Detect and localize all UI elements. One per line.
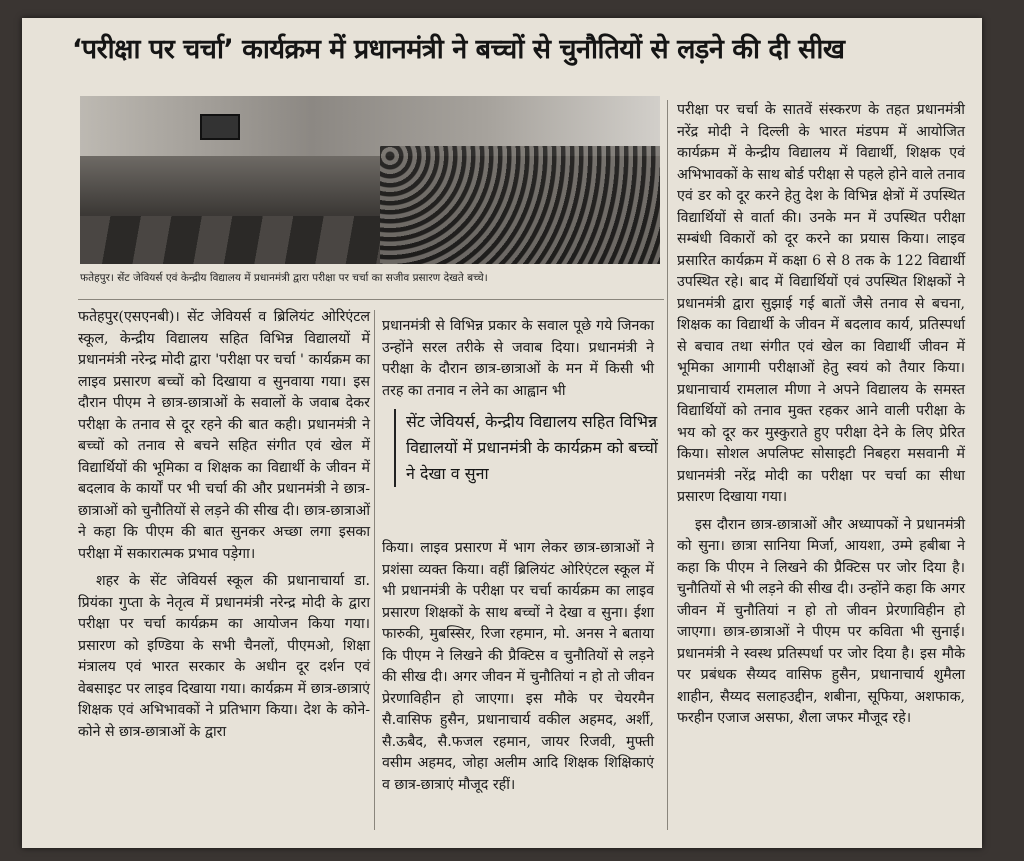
newspaper-clipping bbox=[22, 18, 982, 848]
photo-caption: फतेहपुर। सेंट जेवियर्स एवं केन्द्रीय विद्यालय में प्रधानमंत्री द्वारा परीक्षा पर चर्चा का सजीव प्रसारण देखते बच्चे। bbox=[80, 272, 488, 284]
paragraph: इस दौरान छात्र-छात्राओं और अध्यापकों ने प्रधानमंत्री को सुना। छात्रा सानिया मिर्जा, आयशा, उम्मे हबीबा ने कहा कि पीएम ने लिखने की प्रैक्टिस पर जोर दिया है। चुनौतियों से भी लड़ने की सीख दी। उन्होंने कहा कि अगर जीवन में चुनौतियां न हो तो जीवन प्रेरणाविहीन हो जाएगा। छात्र-छात्राओं ने पीएम पर कविता भी सुनाई। प्रधानमंत्री ने स्वस्थ प्रतिस्पर्धा पर जोर दिया है। इस मौके पर प्रबंधक सैय्यद वासिफ हुसैन, प्रधानाचार्य शुमैला शाहीन, सैय्यद सलाहउद्दीन, शबीना, सूफिया, अशफाक, फरहीन एजाज असफा, शैला जफर मौजूद रहे। bbox=[677, 516, 965, 726]
paragraph: प्रधानमंत्री से विभिन्न प्रकार के सवाल पूछे गये जिनका उन्होंने सरल तरीके से जवाब दिया। प्रधानमंत्री ने परीक्षा के दौरान छात्र-छात्राओं के मन में किसी भी तरह का तनाव न लेने का आह्वान भी bbox=[382, 318, 654, 399]
paragraph: किया। लाइव प्रसारण में भाग लेकर छात्र-छात्राओं ने प्रशंसा व्यक्त किया। वहीं ब्रिलियंट ओरिएंटल स्कूल में भी प्रधानमंत्री के परीक्षा पर चर्चा कार्यक्रम का लाइव प्रसारण शिक्षकों के साथ बच्चों ने देखा व सुना। ईशा फारुकी, मुबस्सिर, रिजा रहमान, मो. अनस ने बताया कि पीएम ने लिखने की प्रैक्टिस व चुनौतियों से लड़ने की सीख दी। अगर जीवन में चुनौतियां न हो तो जीवन प्रेरणाविहीन हो जाएगा। इस मौके पर चेयरमैन सै.वासिफ हुसैन, प्रधानाचार्य वकील अहमद, अर्शी, सै.ऊबैद, सै.फजल रहमान, जायर रिजवी, मुफ्ती वसीम अहमद, जोहा अलीम आदि शिक्षक शिक्षिकाएं व छात्र-छात्राएं मौजूद रहीं। bbox=[382, 540, 654, 793]
news-photo bbox=[80, 96, 660, 264]
caption-rule bbox=[78, 299, 664, 300]
article-column-3 bbox=[677, 100, 965, 736]
paragraph: शहर के सेंट जेवियर्स स्कूल की प्रधानाचार्या डा. प्रियंका गुप्ता के नेतृत्व में प्रधानमंत्री नरेन्द्र मोदी के द्वारा परीक्षा पर चर्चा कार्यक्रम का आयोजन किया गया। प्रसारण को इण्डिया के सभी चैनलों, पीएमओ, शिक्षा मंत्रालय एवं भारत सरकार के अधीन दूर दर्शन एवं वेबसाइट पर लाइव दिखाया गया। कार्यक्रम में छात्र-छात्राएं शिक्षक एवं अभिभावकों ने प्रतिभाग किया। देश के कोने-कोने से छात्र-छात्राओं के द्वारा bbox=[78, 573, 370, 740]
photo-tv-screen bbox=[200, 114, 240, 140]
column-divider-1 bbox=[374, 310, 375, 830]
article-column-2-top bbox=[382, 316, 654, 408]
headline: ‘परीक्षा पर चर्चा’ कार्यक्रम में प्रधानमंत्री ने बच्चों से चुनौतियों से लड़ने की दी सीख bbox=[72, 34, 845, 65]
paragraph: फतेहपुर(एसएनबी)। सेंट जेवियर्स व ब्रिलियंट ओरिएंटल स्कूल, केन्द्रीय विद्यालय सहित विभिन्न विद्यालयों में प्रधानमंत्री नरेन्द्र मोदी द्वारा 'परीक्षा पर चर्चा ' कार्यक्रम का लाइव प्रसारण बच्चों को दिखाया व सुनवाया गया। इस दौरान पीएम ने छात्र-छात्राओं के सवालों के जवाब देकर परीक्षा के तनाव से दूर रहने की बात कही। प्रधानमंत्री ने बच्चों को तनाव से बचने सहित संगीत एवं खेल में विद्यार्थियों की भूमिका व शिक्षक का विद्यार्थी के जीवन में बदलाव के कार्यों पर भी चर्चा की और प्रधानमंत्री ने छात्र-छात्राओं को चुनौतियों से लड़ने की सीख दी। छात्र-छात्राओं ने कहा कि पीएम की बात सुनकर अच्छा लगा इसका परीक्षा में सकारात्मक प्रभाव पड़ेगा। bbox=[78, 309, 370, 562]
paragraph: परीक्षा पर चर्चा के सातवें संस्करण के तहत प्रधानमंत्री नरेंद्र मोदी ने दिल्ली के भारत मंडपम में आयोजित कार्यक्रम में केन्द्रीय विद्यालय में विद्यार्थी, शिक्षक एवं अभिभावकों के साथ बोर्ड परीक्षा से पहले होने वाले तनाव एवं डर को दूर करने हेतु देश के विभिन्न क्षेत्रों में उपस्थित विद्यार्थियों से वार्ता की। उनके मन में उपस्थित परीक्षा सम्बंधी विकारों को दूर करने का प्रयास किया। लाइव प्रसारित कार्यक्रम में कक्षा 6 से 8 तक के 122 विद्यार्थी उपस्थित रहे। बाद में विद्यार्थियों एवं उपस्थित शिक्षकों ने प्रधानमंत्री द्वारा सुझाई गई बातों जैसे तनाव से बचना, शिक्षक का विद्यार्थी के जीवन में बदलाव कार्य, प्रतिस्पर्धा से बचाव तथा संगीत एवं खेल का विद्यार्थी जीवन में भूमिका आगामी परीक्षाओं हेतु स्वयं को तैयार किया। प्रधानाचार्य रामलाल मीणा ने अपने विद्यालय के समस्त विद्यार्थियों को तनाव मुक्त रहकर आने वाली परीक्षा के भय को दूर कर मुस्कुराते हुए परीक्षा देने के लिए प्रेरित किया। सोशल अपलिफ्ट सोसाइटी निबहरा मसवानी में प्रधानमंत्री नरेंद्र मोदी का परीक्षा पर चर्चा का सीधा प्रसारण दिखाया गया। bbox=[677, 102, 965, 505]
article-column-1 bbox=[78, 307, 370, 749]
column-divider-2 bbox=[667, 100, 668, 830]
article-column-2-bottom bbox=[382, 538, 654, 802]
pull-quote: सेंट जेवियर्स, केन्द्रीय विद्यालय सहित विभिन्न विद्यालयों में प्रधानमंत्री के कार्यक्रम को बच्चों ने देखा व सुना bbox=[394, 409, 660, 487]
photo-students-crowd bbox=[380, 146, 660, 264]
photo-desks bbox=[80, 216, 380, 264]
